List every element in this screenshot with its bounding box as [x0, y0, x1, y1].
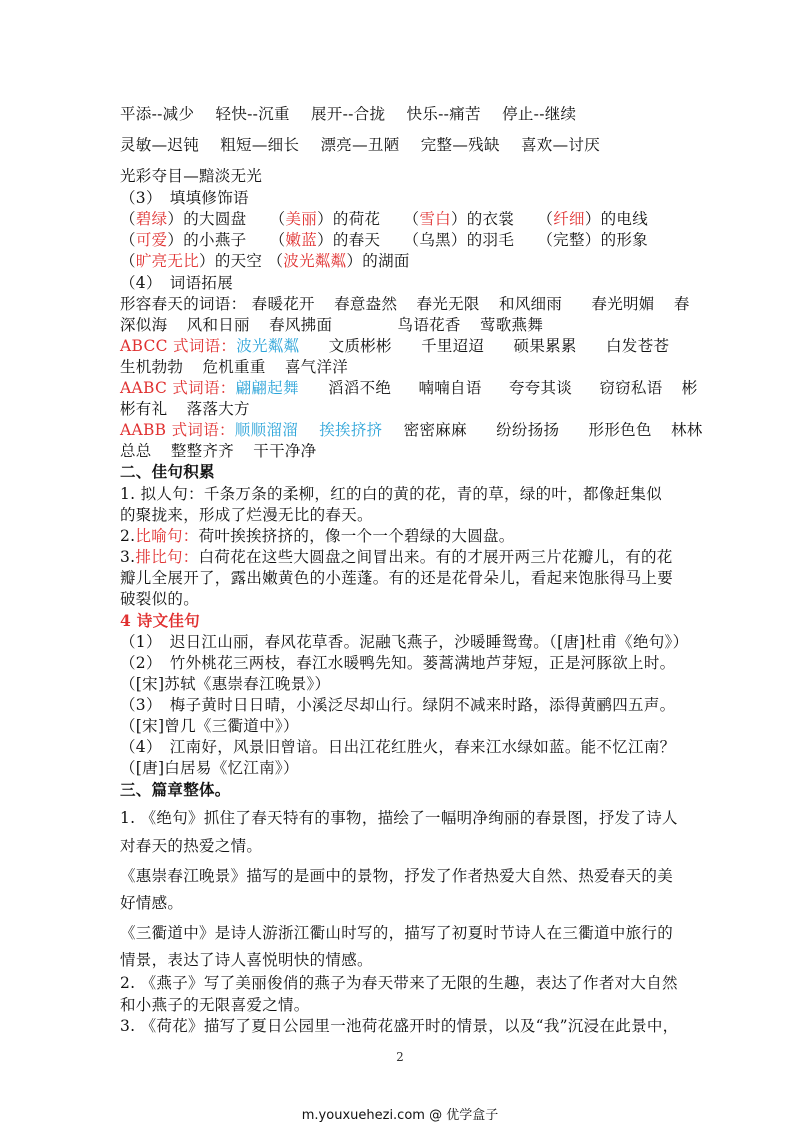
- chapter-1c-line-2: 情景，表达了诗人喜悦明快的情感。: [120, 951, 373, 969]
- abcc-label: ABCC 式词语：: [120, 337, 237, 355]
- antonym-pair: 平添--减少: [120, 105, 195, 123]
- word: 白发苍苍: [605, 337, 670, 355]
- word: 春: [673, 295, 690, 313]
- word: 文质彬彬: [328, 337, 392, 355]
- antonym-pair: 漂亮—丑陋: [320, 136, 400, 154]
- parallelism-label: 排比句：: [135, 548, 199, 566]
- modifier-item: （嫩蓝）的春天: [269, 231, 381, 249]
- modifier-item: （美丽）的荷花: [269, 210, 381, 228]
- personification-line-1: 1. 拟人句：千条万条的柔柳，红的白的黄的花，青的草，绿的叶，都像赶集似: [120, 485, 663, 503]
- poem-2-line-1: （2） 竹外桃花三两枝，春江水暖鸭先知。蒌蒿满地芦芽短，正是河豚欲上时。: [120, 654, 676, 672]
- poem-4-line-2: （[唐]白居易《忆江南》）: [120, 759, 299, 777]
- parallelism-line-1: [120, 547, 673, 567]
- modifier-item: （完整）的形象: [537, 231, 648, 249]
- word: 风和日丽: [186, 316, 250, 334]
- modifier-item: （旷亮无比）的天空: [120, 252, 263, 270]
- antonym-pair: 灵敏—迟钝: [120, 136, 200, 154]
- modifier-item: （雪白）的衣裳: [403, 210, 515, 228]
- poem-2-line-2: （[宋]苏轼《惠崇春江晚景》）: [120, 675, 331, 693]
- word: 整整齐齐: [170, 442, 235, 460]
- word: 林林: [670, 421, 703, 439]
- word: 彬: [681, 379, 698, 397]
- chapter-1b-line-2: 好情感。: [120, 894, 184, 912]
- word: 夸夸其谈: [508, 379, 573, 397]
- word: 鸟语花香: [397, 316, 461, 334]
- poem-4-line-1: （4） 江南好，风景旧曾谙。日出江花红胜火，春来江水绿如蓝。能不忆江南？: [120, 738, 676, 756]
- page-number: 2: [396, 1050, 404, 1064]
- chapter-2-line-2: 和小燕子的无限喜爱之情。: [120, 996, 310, 1014]
- word: 彬有礼: [120, 400, 168, 418]
- word: 总总: [120, 442, 152, 460]
- aabb-label: AABB 式词语：: [120, 421, 235, 439]
- modifier-row-1: [120, 209, 648, 229]
- word: 滔滔不绝: [328, 379, 392, 397]
- parallelism-text: 白荷花在这些大圆盘之间冒出来。有的才展开两三片花瓣儿，有的花: [198, 548, 673, 566]
- antonym-pair: 快乐--痛苦: [406, 105, 481, 123]
- aabc-label: AABC 式词语：: [120, 379, 236, 397]
- word: 春光无限: [416, 295, 480, 313]
- item-number: 3.: [120, 548, 136, 566]
- modifier-item: （乌黑）的羽毛: [403, 231, 515, 249]
- metaphor-text: 荷叶挨挨挤挤的，像一个一个碧绿的大圆盘。: [198, 527, 515, 545]
- word: 硕果累累: [513, 337, 577, 355]
- word: 生机勃勃: [120, 358, 184, 376]
- antonym-pair: 轻快--沉重: [215, 105, 290, 123]
- word: 挨挨挤挤: [319, 421, 383, 439]
- antonym-pair: 粗短—细长: [220, 136, 300, 154]
- word: 春暖花开: [251, 295, 315, 313]
- antonym-pair: 喜欢—讨厌: [521, 136, 601, 154]
- word: 危机重重: [202, 358, 266, 376]
- word: 春光明媚: [591, 295, 655, 313]
- word: 波光粼粼: [236, 337, 300, 355]
- word: 窃窃私语: [599, 379, 663, 397]
- modifier-item: （波光粼粼）的湖面: [267, 252, 410, 270]
- chapter-heading: 三、篇章整体。: [120, 780, 231, 799]
- word: 千里迢迢: [421, 337, 485, 355]
- aabb-line-2: [120, 441, 316, 461]
- antonym-row-2: [120, 135, 600, 155]
- poem-1: （1） 迟日江山丽，春风花草香。泥融飞燕子，沙暖睡鸳鸯。（[唐]杜甫《绝句》）: [120, 633, 689, 651]
- modifier-item: （纤细）的电线: [537, 210, 649, 228]
- modifier-item: （碧绿）的大圆盘: [120, 210, 247, 228]
- parallelism-line-2: 瓣儿全展开了，露出嫩黄色的小莲蓬。有的还是花骨朵儿，看起来饱胀得马上要: [120, 569, 674, 587]
- poems-heading: 4 诗文佳句: [120, 611, 200, 630]
- word: 喃喃自语: [418, 379, 482, 397]
- antonym-pair: 完整—残缺: [420, 136, 500, 154]
- word: 深似海: [120, 316, 168, 334]
- word: 喜气洋洋: [284, 358, 349, 376]
- word: 顺顺溜溜: [234, 421, 298, 439]
- word: 春风拂面: [269, 316, 333, 334]
- word: 莺歌燕舞: [479, 316, 544, 334]
- spring-words-line-2: [120, 315, 543, 335]
- word: 翩翩起舞: [235, 379, 299, 397]
- sentences-heading: 二、佳句积累: [120, 462, 215, 481]
- parallelism-line-3: 破裂似的。: [120, 590, 200, 608]
- chapter-2-line-1: 2. 《燕子》写了美丽俊俏的燕子为春天带来了无限的生趣，表达了作者对大自然: [120, 974, 678, 992]
- poem-3-line-2: （[宋]曾几《三衢道中》）: [120, 717, 299, 735]
- word: 干干净净: [253, 442, 317, 460]
- expansion-heading: （4） 词语拓展: [120, 274, 234, 292]
- antonym-row-3: 光彩夺目—黯淡无光: [120, 167, 263, 185]
- word: 春意盎然: [334, 295, 398, 313]
- modifier-item: （可爱）的小燕子: [120, 231, 247, 249]
- modifier-heading: （3） 填填修饰语: [120, 189, 249, 207]
- poem-3-line-1: （3） 梅子黄时日日晴，小溪泛尽却山行。绿阴不减来时路，添得黄鹂四五声。: [120, 696, 676, 714]
- footer-watermark: m.youxuehezi.com @ 优学盒子: [301, 1108, 499, 1123]
- personification-line-2: 的聚拢来，形成了烂漫无比的春天。: [120, 506, 373, 524]
- chapter-1b-line-1: 《惠崇春江晚景》描写的是画中的景物，抒发了作者热爱大自然、热爱春天的美: [120, 867, 674, 885]
- chapter-3-line-1: 3. 《荷花》描写了夏日公园里一池荷花盛开时的情景，以及“我”沉浸在此景中，: [120, 1017, 679, 1035]
- word: 纷纷扬扬: [496, 421, 560, 439]
- modifier-row-3: [120, 251, 410, 271]
- chapter-1-line-2: 对春天的热爱之情。: [120, 837, 263, 855]
- modifier-row-2: [120, 230, 648, 250]
- word: 密密麻麻: [403, 421, 467, 439]
- aabc-line-2: [120, 399, 250, 419]
- chapter-1c-line-1: 《三衢道中》是诗人游浙江衢山时写的，描写了初夏时节诗人在三衢道中旅行的: [120, 924, 674, 942]
- word: 形形色色: [588, 421, 652, 439]
- aabb-line-1: [120, 420, 703, 440]
- metaphor-label: 比喻句：: [135, 527, 199, 545]
- word: 落落大方: [186, 400, 250, 418]
- abcc-line-1: [120, 336, 669, 356]
- antonym-row-1: [120, 104, 576, 124]
- metaphor-line: [120, 526, 515, 546]
- antonym-pair: 停止--继续: [502, 105, 577, 123]
- spring-label: 形容春天的词语：: [120, 295, 247, 313]
- word: 和风细雨: [498, 295, 563, 313]
- chapter-1-line-1: 1. 《绝句》抓住了春天特有的事物，描绘了一幅明净绚丽的春景图，抒发了诗人: [120, 809, 678, 827]
- abcc-line-2: [120, 357, 348, 377]
- antonym-pair: 展开--合拢: [311, 105, 386, 123]
- item-number: 2.: [120, 527, 136, 545]
- aabc-line-1: [120, 378, 698, 398]
- spring-words-line-1: [120, 294, 690, 314]
